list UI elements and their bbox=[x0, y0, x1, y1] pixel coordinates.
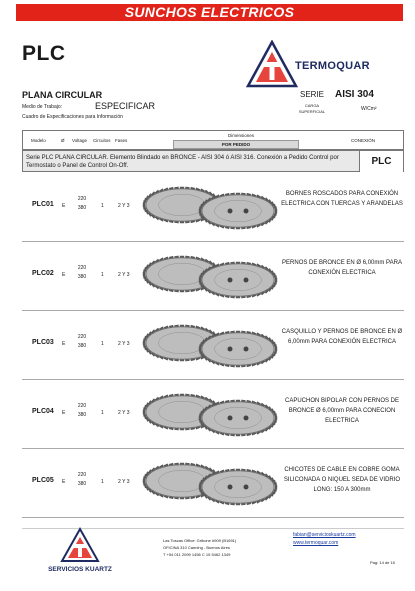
cuadro-label: Cuadro de Especificaciones para Información bbox=[22, 114, 123, 120]
series-description bbox=[22, 150, 404, 172]
row-fases: 2 Y 3 bbox=[118, 341, 130, 347]
row-conexion: CASQUILLO Y PERNOS DE BRONCE EN Ø 6,00mm PARA CONEXIÓN ELECTRICA bbox=[281, 329, 403, 345]
row-voltage-2: 380 bbox=[77, 205, 87, 211]
row-divider bbox=[22, 241, 404, 242]
row-model: PLC05 bbox=[32, 477, 54, 484]
row-conexion: PERNOS DE BRONCE EN Ø 6,00mm PARA CONEXIÓN ELECTRICA bbox=[282, 260, 402, 276]
row-voltage bbox=[74, 264, 90, 282]
row-voltage-1: 220 bbox=[77, 265, 87, 271]
series-code: PLC bbox=[359, 151, 403, 172]
row-circuitos: 1 bbox=[101, 341, 104, 347]
row-fases: 2 Y 3 bbox=[118, 410, 130, 416]
carga-label: CARGA SUPERFICIAL bbox=[298, 103, 326, 114]
medio-value: ESPECIFICAR bbox=[95, 101, 156, 111]
row-voltage-1: 220 bbox=[77, 196, 87, 202]
medio-label: Medio de Trabajo: bbox=[22, 104, 63, 110]
col-circuitos: Circuitos bbox=[93, 138, 111, 143]
heater-disc-image bbox=[138, 246, 278, 308]
row-model: PLC03 bbox=[32, 339, 54, 346]
footer-contacts bbox=[293, 531, 356, 547]
unit-label: W/Cm² bbox=[361, 106, 377, 112]
heater-disc-image bbox=[138, 177, 278, 239]
brand-name: TERMOQUAR bbox=[295, 60, 370, 72]
row-voltage bbox=[74, 402, 90, 420]
page-banner: SUNCHOS ELECTRICOS bbox=[16, 4, 403, 21]
row-fases: 2 Y 3 bbox=[118, 203, 130, 209]
row-conexion: CAPUCHON BIPOLAR CON PERNOS DE BRONCE Ø 6,00mm PARA CONECION ELECTRICA bbox=[284, 398, 400, 424]
row-e: E bbox=[62, 203, 66, 209]
row-conexion: CHICOTES DE CABLE EN COBRE GOMA SILICONADA O NIQUEL SEDA DE VIDRIO LONG: 150 A 300mm bbox=[283, 467, 401, 493]
table-row bbox=[22, 313, 404, 379]
row-model: PLC04 bbox=[32, 408, 54, 415]
row-voltage-1: 220 bbox=[77, 472, 87, 478]
col-voltage: Voltage bbox=[72, 138, 88, 143]
address-line-2: OFICINA 310 Canning - Buenos Aires bbox=[163, 545, 230, 550]
col-fases: Fases bbox=[115, 138, 128, 143]
col-modelo: Modelo bbox=[31, 138, 46, 143]
heater-disc-image bbox=[138, 453, 278, 515]
spec-title: PLANA CIRCULAR bbox=[22, 90, 103, 100]
col-dimensiones: Dimensiones bbox=[227, 133, 254, 138]
heater-disc-image bbox=[138, 315, 278, 377]
row-voltage-2: 380 bbox=[77, 343, 87, 349]
row-e: E bbox=[62, 410, 66, 416]
row-voltage-1: 220 bbox=[77, 334, 87, 340]
row-voltage-2: 380 bbox=[77, 481, 87, 487]
row-model: PLC01 bbox=[32, 201, 54, 208]
row-fases: 2 Y 3 bbox=[118, 272, 130, 278]
product-code: PLC bbox=[22, 42, 66, 65]
dim-value: POR PEDIDO bbox=[173, 140, 299, 149]
row-divider bbox=[22, 448, 404, 449]
row-circuitos: 1 bbox=[101, 479, 104, 485]
col-diameter: Ø bbox=[61, 138, 65, 143]
web-link[interactable]: www.termoquar.com bbox=[293, 540, 339, 546]
serie-label: SERIE bbox=[300, 90, 325, 99]
table-row bbox=[22, 382, 404, 448]
row-voltage bbox=[74, 471, 90, 489]
page-number: Pag: 14 de 15 bbox=[370, 560, 395, 565]
row-divider bbox=[22, 310, 404, 311]
footer-brand: SERVICIOS KUARTZ bbox=[48, 566, 112, 573]
heater-disc-image bbox=[138, 384, 278, 446]
row-divider bbox=[22, 517, 404, 518]
row-fases: 2 Y 3 bbox=[118, 479, 130, 485]
table-header bbox=[22, 130, 404, 150]
row-voltage-2: 380 bbox=[77, 412, 87, 418]
row-conexion: BORNES ROSCADOS PARA CONEXIÓN ELECTRICA CON TUERCAS Y ARANDELAS bbox=[281, 191, 403, 207]
address-line-1: Las Toscas Office: Gribone #909 (B1691) bbox=[163, 538, 237, 543]
description-text: Serie PLC PLANA CIRCULAR. Elemento Blindado en BRONCE - AISI 304 ó AISI 316. Conexión a Pedido Control por Termostato o Panel de Control On-Off. bbox=[26, 155, 339, 169]
table-row bbox=[22, 244, 404, 310]
footer-address bbox=[163, 537, 293, 558]
row-e: E bbox=[62, 272, 66, 278]
row-voltage bbox=[74, 333, 90, 351]
table-row bbox=[22, 451, 404, 517]
row-voltage-1: 220 bbox=[77, 403, 87, 409]
row-voltage bbox=[74, 195, 90, 213]
table-row bbox=[22, 175, 404, 241]
row-divider bbox=[22, 379, 404, 380]
phone-line: T +54 011 2099 1456 C 15 5462 1349 bbox=[163, 552, 231, 557]
row-circuitos: 1 bbox=[101, 272, 104, 278]
serie-value: AISI 304 bbox=[335, 89, 374, 100]
row-e: E bbox=[62, 479, 66, 485]
email-link[interactable]: fabian@servicioskuartz.com bbox=[293, 532, 356, 538]
row-model: PLC02 bbox=[32, 270, 54, 277]
row-voltage-2: 380 bbox=[77, 274, 87, 280]
servicios-kuartz-logo bbox=[40, 525, 120, 580]
col-conexion: CONEXIÓN bbox=[351, 138, 376, 143]
row-e: E bbox=[62, 341, 66, 347]
row-circuitos: 1 bbox=[101, 410, 104, 416]
row-circuitos: 1 bbox=[101, 203, 104, 209]
